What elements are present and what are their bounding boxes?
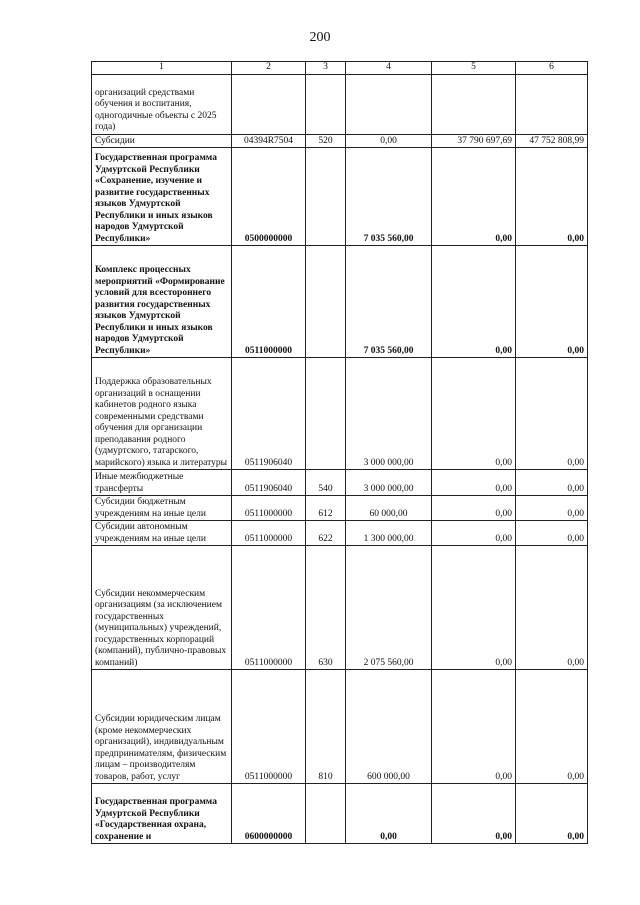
table-row bbox=[92, 496, 588, 521]
row-name-cell: организаций средствами обучения и воспитания, одногодичные объекты с 2025 года) bbox=[92, 74, 232, 134]
amount-cell: 0,00 bbox=[432, 521, 516, 546]
row-name-cell: Субсидии автономным учреждениям на иные цели bbox=[92, 521, 232, 546]
table-row bbox=[92, 670, 588, 784]
target-code-cell: 0511000000 bbox=[232, 521, 306, 546]
table-row bbox=[92, 134, 588, 148]
amount-cell: 0,00 bbox=[516, 546, 588, 670]
amount-cell: 0,00 bbox=[432, 246, 516, 358]
expense-type-cell: 622 bbox=[306, 521, 346, 546]
amount-cell: 0,00 bbox=[516, 496, 588, 521]
target-code-cell: 0511000000 bbox=[232, 246, 306, 358]
amount-cell: 3 000 000,00 bbox=[346, 358, 432, 470]
amount-cell: 2 075 560,00 bbox=[346, 546, 432, 670]
expense-type-cell: 520 bbox=[306, 134, 346, 148]
amount-cell: 7 035 560,00 bbox=[346, 246, 432, 358]
expense-type-cell bbox=[306, 74, 346, 134]
amount-cell: 60 000,00 bbox=[346, 496, 432, 521]
amount-cell: 0,00 bbox=[516, 246, 588, 358]
target-code-cell: 0600000000 bbox=[232, 784, 306, 844]
amount-cell: 3 000 000,00 bbox=[346, 470, 432, 496]
amount-cell: 0,00 bbox=[432, 496, 516, 521]
amount-cell: 0,00 bbox=[432, 546, 516, 670]
target-code-cell: 04394R7504 bbox=[232, 134, 306, 148]
target-code-cell: 0511000000 bbox=[232, 670, 306, 784]
amount-cell: 0,00 bbox=[432, 784, 516, 844]
amount-cell: 0,00 bbox=[432, 470, 516, 496]
table-row bbox=[92, 546, 588, 670]
row-name-cell: Государственная программа Удмуртской Республики «Государственная охрана, сохранение и bbox=[92, 784, 232, 844]
row-name-cell: Иные межбюджетные трансферты bbox=[92, 470, 232, 496]
table-row bbox=[92, 358, 588, 470]
target-code-cell: 0511000000 bbox=[232, 496, 306, 521]
expense-type-cell: 810 bbox=[306, 670, 346, 784]
amount-cell: 600 000,00 bbox=[346, 670, 432, 784]
expense-type-cell bbox=[306, 784, 346, 844]
target-code-cell: 0500000000 bbox=[232, 148, 306, 246]
target-code-cell: 0511000000 bbox=[232, 546, 306, 670]
amount-cell: 0,00 bbox=[516, 358, 588, 470]
amount-cell: 0,00 bbox=[346, 784, 432, 844]
amount-cell: 0,00 bbox=[516, 148, 588, 246]
table-row bbox=[92, 784, 588, 844]
row-name-cell: Субсидии бюджетным учреждениям на иные цели bbox=[92, 496, 232, 521]
amount-cell bbox=[346, 74, 432, 134]
column-header: 1 bbox=[92, 62, 232, 75]
amount-cell: 0,00 bbox=[516, 784, 588, 844]
expense-type-cell: 540 bbox=[306, 470, 346, 496]
table-header-row bbox=[92, 62, 588, 75]
expense-type-cell: 630 bbox=[306, 546, 346, 670]
table-row bbox=[92, 521, 588, 546]
table-row bbox=[92, 148, 588, 246]
amount-cell bbox=[432, 74, 516, 134]
amount-cell: 0,00 bbox=[432, 670, 516, 784]
budget-table bbox=[91, 61, 588, 844]
row-name-cell: Государственная программа Удмуртской Республики «Сохранение, изучение и развитие государственных языков Удмуртской Республики и иных языков народов Удмуртской Республики» bbox=[92, 148, 232, 246]
amount-cell bbox=[516, 74, 588, 134]
row-name-cell: Поддержка образовательных организаций в оснащении кабинетов родного языка современными средствами обучения для организации преподавания родного (удмуртского, татарского, марийского) языка и литературы bbox=[92, 358, 232, 470]
amount-cell: 0,00 bbox=[516, 670, 588, 784]
amount-cell: 0,00 bbox=[432, 358, 516, 470]
expense-type-cell: 612 bbox=[306, 496, 346, 521]
expense-type-cell bbox=[306, 148, 346, 246]
row-name-cell: Субсидии некоммерческим организациям (за исключением государственных (муниципальных) учреждений, государственных корпораций (компаний), публично-правовых компаний) bbox=[92, 546, 232, 670]
amount-cell: 37 790 697,69 bbox=[432, 134, 516, 148]
amount-cell: 0,00 bbox=[516, 470, 588, 496]
target-code-cell: 0511906040 bbox=[232, 358, 306, 470]
target-code-cell: 0511906040 bbox=[232, 470, 306, 496]
table-row bbox=[92, 470, 588, 496]
expense-type-cell bbox=[306, 246, 346, 358]
amount-cell: 47 752 808,99 bbox=[516, 134, 588, 148]
table-row bbox=[92, 74, 588, 134]
column-header: 6 bbox=[516, 62, 588, 75]
target-code-cell bbox=[232, 74, 306, 134]
column-header: 2 bbox=[232, 62, 306, 75]
row-name-cell: Комплекс процессных мероприятий «Формирование условий для всестороннего развития государственных языков Удмуртской Республики и иных языков народов Удмуртской Республики» bbox=[92, 246, 232, 358]
row-name-cell: Субсидии юридическим лицам (кроме некоммерческих организаций), индивидуальным предпринимателям, физическим лицам – производителям товаров, работ, услуг bbox=[92, 670, 232, 784]
expense-type-cell bbox=[306, 358, 346, 470]
column-header: 4 bbox=[346, 62, 432, 75]
amount-cell: 0,00 bbox=[432, 148, 516, 246]
amount-cell: 7 035 560,00 bbox=[346, 148, 432, 246]
amount-cell: 1 300 000,00 bbox=[346, 521, 432, 546]
column-header: 5 bbox=[432, 62, 516, 75]
column-header: 3 bbox=[306, 62, 346, 75]
amount-cell: 0,00 bbox=[516, 521, 588, 546]
row-name-cell: Субсидии bbox=[92, 134, 232, 148]
table-row bbox=[92, 246, 588, 358]
amount-cell: 0,00 bbox=[346, 134, 432, 148]
page-number: 200 bbox=[309, 30, 331, 45]
